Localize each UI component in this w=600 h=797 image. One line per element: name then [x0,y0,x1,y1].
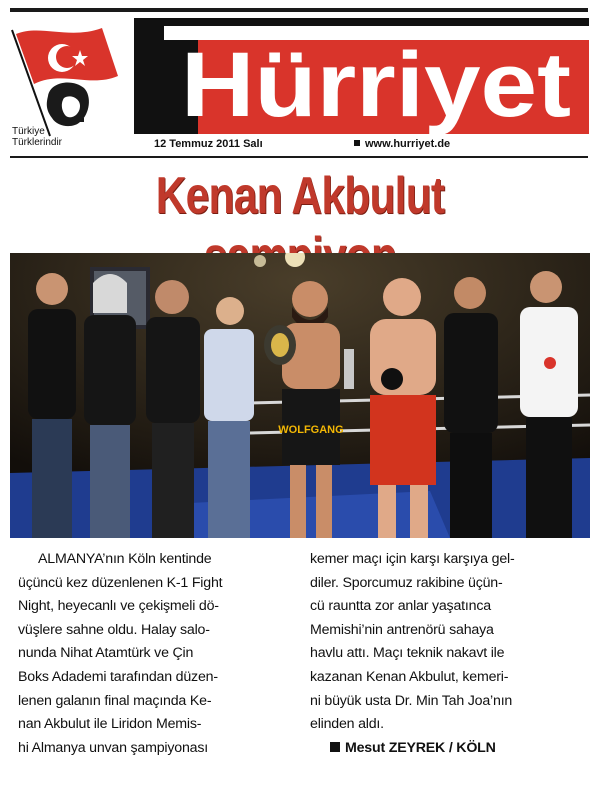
article-line: hi Almanya unvan şampiyonası [18,739,208,756]
article-line: Boks Adademi tarafından düzen- [18,668,218,685]
article-column-2 [310,548,590,760]
article-line: nunda Nihat Atamtürk ve Çin [18,645,194,662]
issue-date: 12 Temmuz 2011 Salı [154,138,263,150]
article-line: kemer maçı için karşı karşıya gel- [310,551,515,567]
square-bullet-icon [330,742,340,752]
boxing-photo [10,253,590,538]
article-line: havlu attı. Maçı teknik nakavt ile [310,645,505,662]
square-bullet-icon [354,140,360,146]
shorts-text: WOLFGANG [278,424,344,436]
hurriyet-logo [134,18,589,134]
article-line: lenen galanın final maçında Ke- [18,692,212,709]
boxing-ring-photo-icon [10,253,590,538]
website-text: www.hurriyet.de [365,138,451,150]
article-line: cü rauntta zor anlar yaşatınca [310,598,491,615]
article-line: diler. Sporcumuz rakibine üçün- [310,574,503,591]
article-line: Night, heyecanlı ve çekişmeli dö- [18,598,219,615]
turkish-flag-emblem [10,18,122,140]
tagline-line-1: Türkiye [12,126,45,137]
article-column-1 [18,548,302,760]
byline-text: Mesut ZEYREK / KÖLN [345,739,496,756]
article-line: ALMANYA’nın Köln kentinde [38,551,212,567]
header-rule [10,156,588,158]
flag-icon [10,18,122,140]
headline: Kenan Akbulut [155,167,445,225]
website [354,138,450,150]
top-rule [10,8,588,12]
tagline [12,126,62,148]
article-line: nan Akbulut ile Liridon Memis- [18,716,202,733]
article-line: elinden aldı. [310,716,384,733]
logo-text: Hürriyet [181,34,571,134]
article-line: vüşlere sahne oldu. Halay salo- [18,621,210,638]
article-line: kazanan Kenan Akbulut, kemeri- [310,668,509,685]
article-line: Memishi’nin antrenörü sahaya [310,621,494,638]
article-line: ni büyük usta Dr. Min Tah Joa’nın [310,692,513,709]
byline [310,737,590,761]
tagline-line-2: Türklerindir [12,137,63,148]
article-line: üçüncü kez düzenlenen K-1 Fight [18,574,223,591]
